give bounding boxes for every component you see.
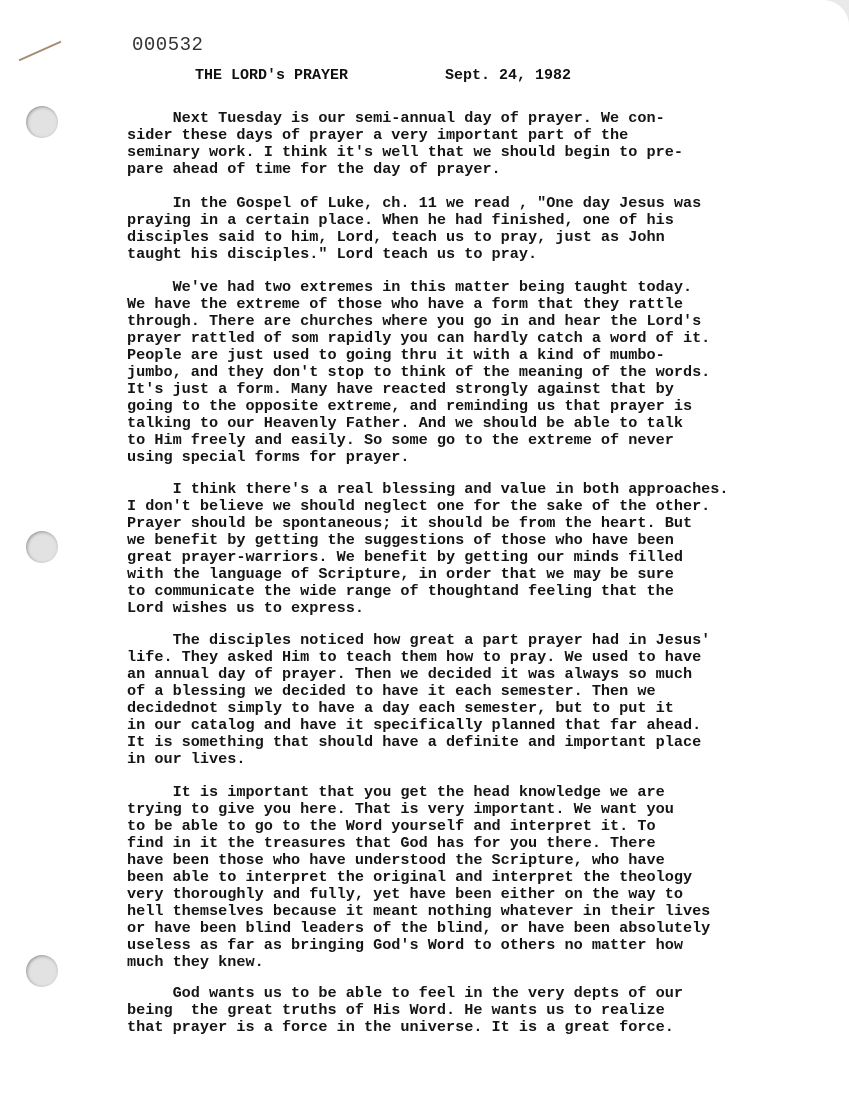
binder-hole: [26, 106, 58, 138]
text-line: to Him freely and easily. So some go to the extreme of never: [127, 431, 674, 449]
text-line: We've had two extremes in this matter being taught today.: [127, 278, 693, 296]
text-line: life. They asked Him to teach them how to pray. We used to have: [127, 648, 702, 666]
paragraph-7: [127, 985, 683, 1036]
text-line: The disciples noticed how great a part prayer had in Jesus': [127, 631, 711, 649]
text-line: God wants us to be able to feel in the very depts of our: [127, 984, 683, 1002]
text-line: praying in a certain place. When he had finished, one of his: [127, 211, 674, 229]
binder-hole: [26, 955, 58, 987]
text-line: of a blessing we decided to have it each semester. Then we: [127, 682, 656, 700]
text-line: It's just a form. Many have reacted strongly against that by: [127, 380, 674, 398]
text-line: useless as far as bringing God's Word to others no matter how: [127, 936, 683, 954]
document-title: THE LORD's PRAYER: [195, 67, 349, 84]
text-line: In the Gospel of Luke, ch. 11 we read , "One day Jesus was: [127, 194, 702, 212]
text-line: People are just used to going thru it with a kind of mumbo-: [127, 346, 665, 364]
text-line: great prayer-warriors. We benefit by getting our minds filled: [127, 548, 683, 566]
paragraph-6: [127, 784, 710, 971]
text-line: being the great truths of His Word. He wants us to realize: [127, 1001, 665, 1019]
text-line: through. There are churches where you go in and hear the Lord's: [127, 312, 702, 330]
text-line: seminary work. I think it's well that we should begin to pre-: [127, 143, 683, 161]
text-line: I don't believe we should neglect one for the sake of the other.: [127, 497, 711, 515]
document-date: Sept. 24, 1982: [445, 67, 572, 84]
text-line: We have the extreme of those who have a form that they rattle: [127, 295, 683, 313]
text-line: taught his disciples." Lord teach us to pray.: [127, 245, 538, 263]
text-line: an annual day of prayer. Then we decided it was always so much: [127, 665, 693, 683]
text-line: jumbo, and they don't stop to think of the meaning of the words.: [127, 363, 711, 381]
text-line: sider these days of prayer a very important part of the: [127, 126, 629, 144]
text-line: Lord wishes us to express.: [127, 599, 364, 617]
text-line: trying to give you here. That is very important. We want you: [127, 800, 674, 818]
text-line: in our lives.: [127, 750, 246, 768]
text-line: It is something that should have a definite and important place: [127, 733, 702, 751]
paragraph-4: [127, 481, 729, 617]
pencil-mark: [19, 41, 62, 62]
text-line: to be able to go to the Word yourself and interpret it. To: [127, 817, 656, 835]
text-line: with the language of Scripture, in order that we may be sure: [127, 565, 674, 583]
binder-hole: [26, 531, 58, 563]
text-line: decidednot simply to have a day each semester, but to put it: [127, 699, 674, 717]
text-line: or have been blind leaders of the blind, or have been absolutely: [127, 919, 711, 937]
document-number: 000532: [132, 34, 204, 56]
paragraph-2: [127, 195, 701, 263]
text-line: in our catalog and have it specifically planned that far ahead.: [127, 716, 702, 734]
text-line: find in it the treasures that God has for you there. There: [127, 834, 656, 852]
text-line: hell themselves because it meant nothing whatever in their lives: [127, 902, 711, 920]
text-line: going to the opposite extreme, and reminding us that prayer is: [127, 397, 693, 415]
text-line: Prayer should be spontaneous; it should be from the heart. But: [127, 514, 693, 532]
text-line: been able to interpret the original and interpret the theology: [127, 868, 693, 886]
paragraph-5: [127, 632, 710, 768]
text-line: to communicate the wide range of thoughtand feeling that the: [127, 582, 674, 600]
text-line: using special forms for prayer.: [127, 448, 410, 466]
text-line: prayer rattled of som rapidly you can hardly catch a word of it.: [127, 329, 711, 347]
text-line: have been those who have understood the Scripture, who have: [127, 851, 665, 869]
text-line: very thoroughly and fully, yet have been either on the way to: [127, 885, 683, 903]
paragraph-1: [127, 110, 683, 178]
text-line: I think there's a real blessing and value in both approaches.: [127, 480, 729, 498]
text-line: much they knew.: [127, 953, 264, 971]
text-line: It is important that you get the head knowledge we are: [127, 783, 665, 801]
text-line: Next Tuesday is our semi-annual day of prayer. We con-: [127, 109, 665, 127]
text-line: pare ahead of time for the day of prayer.: [127, 160, 501, 178]
text-line: that prayer is a force in the universe. It is a great force.: [127, 1018, 674, 1036]
text-line: we benefit by getting the suggestions of those who have been: [127, 531, 674, 549]
text-line: talking to our Heavenly Father. And we should be able to talk: [127, 414, 683, 432]
text-line: disciples said to him, Lord, teach us to pray, just as John: [127, 228, 665, 246]
paragraph-3: [127, 279, 710, 466]
